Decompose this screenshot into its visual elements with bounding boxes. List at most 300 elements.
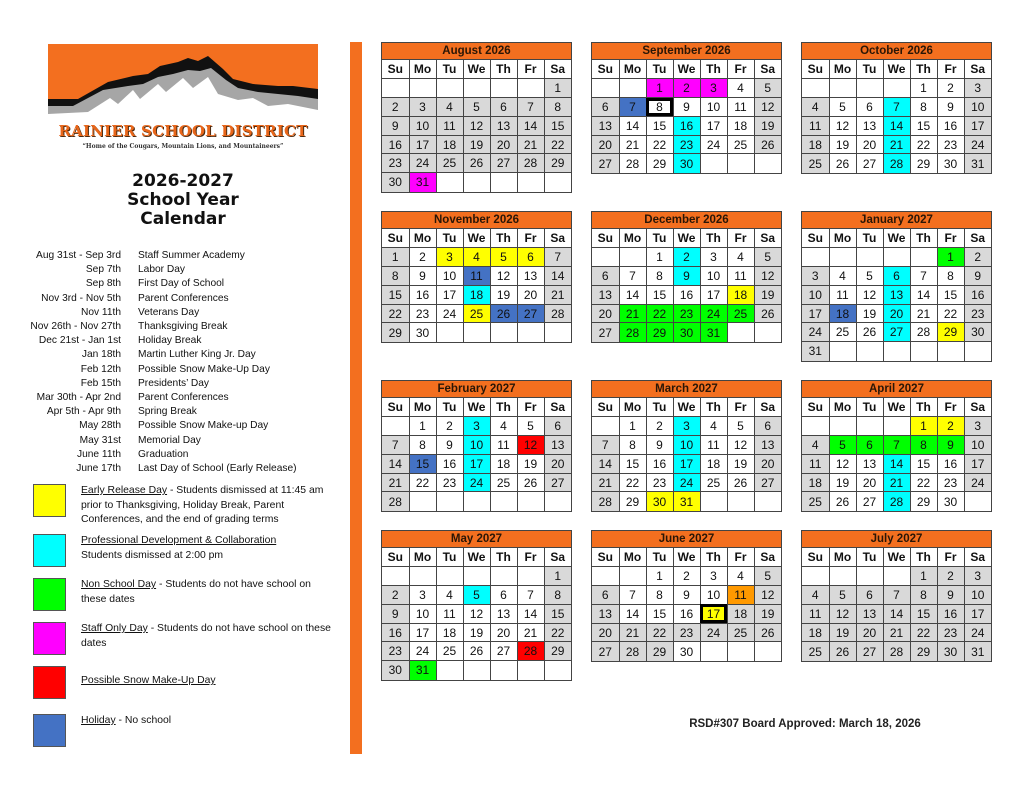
- day-cell: 2: [937, 79, 964, 98]
- empty-day-cell: [619, 567, 646, 586]
- day-cell: 29: [544, 154, 571, 173]
- day-cell: 25: [802, 154, 829, 173]
- day-cell: 15: [409, 454, 436, 473]
- day-cell: 17: [700, 604, 727, 623]
- day-cell: 17: [802, 304, 829, 323]
- day-cell: 20: [856, 135, 883, 154]
- weekday-header: Tu: [436, 548, 463, 567]
- week-row: [802, 248, 991, 267]
- weekday-header: We: [463, 229, 490, 248]
- week-row: [382, 567, 571, 586]
- weekday-header: Sa: [544, 60, 571, 79]
- empty-day-cell: [490, 79, 517, 98]
- empty-day-cell: [829, 248, 856, 267]
- day-cell: 12: [829, 604, 856, 623]
- event-date: Feb 15th: [80, 377, 121, 389]
- day-cell: 12: [463, 604, 490, 623]
- day-cell: 13: [754, 436, 781, 455]
- events-list: [28, 249, 340, 476]
- day-cell: 12: [727, 436, 754, 455]
- empty-day-cell: [409, 567, 436, 586]
- event-date: Apr 5th - Apr 9th: [46, 406, 121, 418]
- day-cell: 16: [964, 285, 991, 304]
- day-cell: 26: [754, 304, 781, 323]
- day-cell: 1: [646, 79, 673, 98]
- empty-day-cell: [463, 661, 490, 680]
- empty-day-cell: [463, 79, 490, 98]
- empty-day-cell: [490, 173, 517, 192]
- empty-day-cell: [517, 492, 544, 511]
- weekday-header: Tu: [646, 229, 673, 248]
- day-cell: 4: [727, 248, 754, 267]
- day-cell: 9: [937, 436, 964, 455]
- month-title: August 2026: [382, 43, 571, 60]
- weekday-header: Mo: [619, 229, 646, 248]
- day-cell: 24: [700, 623, 727, 642]
- day-cell: 13: [856, 116, 883, 135]
- week-row: [592, 586, 781, 605]
- month-title: April 2027: [802, 381, 991, 398]
- day-cell: 10: [964, 586, 991, 605]
- event-row: [28, 334, 340, 348]
- weekday-header: Th: [490, 60, 517, 79]
- day-cell: 26: [856, 323, 883, 342]
- week-row: [382, 285, 571, 304]
- day-cell: 22: [409, 473, 436, 492]
- week-row: [592, 417, 781, 436]
- day-cell: 15: [544, 116, 571, 135]
- empty-day-cell: [700, 642, 727, 661]
- weekday-header: Mo: [409, 548, 436, 567]
- day-cell: 2: [937, 417, 964, 436]
- month-title: May 2027: [382, 531, 571, 548]
- day-cell: 8: [382, 267, 409, 286]
- day-cell: 21: [517, 623, 544, 642]
- week-row: [802, 285, 991, 304]
- day-cell: 4: [829, 267, 856, 286]
- day-cell: 10: [409, 604, 436, 623]
- day-cell: 26: [463, 642, 490, 661]
- day-cell: 10: [964, 436, 991, 455]
- day-cell: 28: [619, 323, 646, 342]
- empty-day-cell: [829, 417, 856, 436]
- weekday-header: Fr: [727, 398, 754, 417]
- month-may-2027: [381, 530, 572, 681]
- day-cell: 26: [463, 154, 490, 173]
- day-cell: 19: [829, 623, 856, 642]
- day-cell: 15: [544, 604, 571, 623]
- day-cell: 20: [856, 623, 883, 642]
- day-cell: 7: [517, 586, 544, 605]
- week-row: [592, 454, 781, 473]
- month-title: November 2026: [382, 212, 571, 229]
- weekday-header: Tu: [856, 548, 883, 567]
- day-cell: 25: [436, 642, 463, 661]
- weekday-header: Su: [592, 229, 619, 248]
- day-cell: 27: [490, 154, 517, 173]
- day-cell: 23: [409, 304, 436, 323]
- day-cell: 31: [802, 342, 829, 361]
- weekday-header: Su: [592, 398, 619, 417]
- day-cell: 19: [829, 135, 856, 154]
- day-cell: 5: [829, 436, 856, 455]
- week-row: [592, 285, 781, 304]
- empty-day-cell: [856, 417, 883, 436]
- week-row: [592, 473, 781, 492]
- day-cell: 28: [883, 642, 910, 661]
- day-cell: 30: [409, 323, 436, 342]
- weekday-header: Mo: [619, 60, 646, 79]
- day-cell: 16: [673, 604, 700, 623]
- day-cell: 2: [673, 248, 700, 267]
- weekday-header: Mo: [409, 60, 436, 79]
- day-cell: 19: [463, 623, 490, 642]
- day-cell: 21: [619, 304, 646, 323]
- weekday-header: Tu: [646, 60, 673, 79]
- day-cell: 27: [490, 642, 517, 661]
- day-cell: 14: [619, 285, 646, 304]
- month-september-2026: [591, 42, 782, 174]
- day-cell: 22: [646, 304, 673, 323]
- weekday-header: Th: [700, 398, 727, 417]
- day-cell: 13: [544, 436, 571, 455]
- day-cell: 1: [646, 248, 673, 267]
- day-cell: 3: [700, 79, 727, 98]
- day-cell: 6: [856, 98, 883, 117]
- week-row: [382, 604, 571, 623]
- day-cell: 8: [544, 586, 571, 605]
- day-cell: 11: [436, 116, 463, 135]
- day-cell: 2: [964, 248, 991, 267]
- day-cell: 13: [592, 604, 619, 623]
- day-cell: 24: [409, 154, 436, 173]
- week-row: [592, 492, 781, 511]
- day-cell: 23: [646, 473, 673, 492]
- event-date: Nov 11th: [80, 306, 121, 318]
- empty-day-cell: [700, 154, 727, 173]
- day-cell: 3: [409, 586, 436, 605]
- day-cell: 25: [727, 135, 754, 154]
- empty-day-cell: [382, 567, 409, 586]
- title-year: 2026-2027: [132, 171, 234, 191]
- month-title: February 2027: [382, 381, 571, 398]
- empty-day-cell: [754, 492, 781, 511]
- day-cell: 13: [856, 454, 883, 473]
- day-cell: 17: [673, 454, 700, 473]
- week-row: [802, 436, 991, 455]
- day-cell: 3: [964, 567, 991, 586]
- day-cell: 10: [409, 116, 436, 135]
- weekday-header: We: [673, 548, 700, 567]
- event-row: [28, 277, 340, 291]
- day-cell: 29: [937, 323, 964, 342]
- day-cell: 3: [463, 417, 490, 436]
- day-cell: 26: [517, 473, 544, 492]
- day-cell: 2: [937, 567, 964, 586]
- day-cell: 16: [382, 135, 409, 154]
- day-cell: 25: [490, 473, 517, 492]
- month-december-2026: [591, 211, 782, 343]
- day-cell: 18: [727, 285, 754, 304]
- empty-day-cell: [883, 79, 910, 98]
- day-cell: 30: [937, 642, 964, 661]
- day-cell: 14: [544, 267, 571, 286]
- event-name: Last Day of School (Early Release): [138, 463, 297, 475]
- month-table: [592, 548, 781, 661]
- day-cell: 19: [517, 454, 544, 473]
- week-row: [382, 304, 571, 323]
- event-row: [28, 348, 340, 362]
- day-cell: 14: [517, 116, 544, 135]
- weekday-header: Fr: [517, 398, 544, 417]
- day-cell: 27: [754, 473, 781, 492]
- week-row: [802, 267, 991, 286]
- day-cell: 31: [673, 492, 700, 511]
- weekday-header: Mo: [829, 398, 856, 417]
- day-cell: 7: [517, 98, 544, 117]
- day-cell: 5: [829, 586, 856, 605]
- day-cell: 16: [436, 454, 463, 473]
- empty-day-cell: [463, 567, 490, 586]
- weekday-header: Sa: [544, 229, 571, 248]
- month-title: October 2026: [802, 43, 991, 60]
- month-table: [382, 229, 571, 342]
- day-cell: 10: [463, 436, 490, 455]
- empty-day-cell: [964, 492, 991, 511]
- day-cell: 15: [646, 604, 673, 623]
- day-cell: 1: [382, 248, 409, 267]
- empty-day-cell: [754, 323, 781, 342]
- day-cell: 26: [829, 642, 856, 661]
- event-row: [28, 263, 340, 277]
- day-cell: 19: [754, 285, 781, 304]
- day-cell: 22: [619, 473, 646, 492]
- empty-day-cell: [517, 323, 544, 342]
- week-row: [592, 567, 781, 586]
- empty-day-cell: [490, 567, 517, 586]
- week-row: [802, 473, 991, 492]
- day-cell: 23: [382, 154, 409, 173]
- day-cell: 1: [409, 417, 436, 436]
- empty-day-cell: [592, 248, 619, 267]
- day-cell: 2: [436, 417, 463, 436]
- day-cell: 3: [436, 248, 463, 267]
- legend-swatch-magenta: [33, 622, 66, 655]
- month-march-2027: [591, 380, 782, 512]
- day-cell: 9: [937, 98, 964, 117]
- week-row: [382, 642, 571, 661]
- event-name: Possible Snow Make-Up Day: [138, 363, 270, 375]
- day-cell: 24: [802, 323, 829, 342]
- empty-day-cell: [436, 661, 463, 680]
- day-cell: 17: [700, 285, 727, 304]
- empty-day-cell: [544, 173, 571, 192]
- day-cell: 5: [754, 567, 781, 586]
- day-cell: 25: [436, 154, 463, 173]
- event-date: Nov 26th - Nov 27th: [30, 321, 121, 333]
- legend-title: Non School Day: [81, 579, 157, 590]
- event-date: Jan 18th: [81, 349, 121, 361]
- week-row: [382, 173, 571, 192]
- empty-day-cell: [463, 173, 490, 192]
- day-cell: 15: [910, 604, 937, 623]
- event-date: Feb 12th: [80, 363, 121, 375]
- title-line3: Calendar: [140, 209, 226, 229]
- day-cell: 15: [646, 285, 673, 304]
- week-row: [382, 135, 571, 154]
- weekday-header: We: [883, 548, 910, 567]
- month-october-2026: [801, 42, 992, 174]
- day-cell: 18: [802, 623, 829, 642]
- weekday-header: Sa: [754, 398, 781, 417]
- month-title: September 2026: [592, 43, 781, 60]
- week-row: [802, 586, 991, 605]
- month-table: [382, 60, 571, 192]
- day-cell: 5: [463, 98, 490, 117]
- month-title: July 2027: [802, 531, 991, 548]
- day-cell: 30: [964, 323, 991, 342]
- day-cell: 9: [964, 267, 991, 286]
- day-cell: 16: [382, 623, 409, 642]
- day-cell: 26: [490, 304, 517, 323]
- day-cell: 3: [802, 267, 829, 286]
- day-cell: 28: [619, 154, 646, 173]
- day-cell: 5: [727, 417, 754, 436]
- legend-desc: - Students do not have school on these dates: [81, 579, 311, 605]
- month-table: [802, 398, 991, 511]
- event-date: May 31st: [79, 434, 121, 446]
- weekday-header: Sa: [964, 548, 991, 567]
- legend-text: [81, 534, 336, 563]
- day-cell: 30: [673, 642, 700, 661]
- empty-day-cell: [409, 492, 436, 511]
- week-row: [592, 642, 781, 661]
- empty-day-cell: [883, 342, 910, 361]
- empty-day-cell: [727, 642, 754, 661]
- event-row: [28, 448, 340, 462]
- day-cell: 20: [592, 304, 619, 323]
- weekday-header: Su: [382, 229, 409, 248]
- weekday-header: Fr: [727, 60, 754, 79]
- day-cell: 22: [544, 623, 571, 642]
- day-cell: 18: [829, 304, 856, 323]
- day-cell: 4: [802, 98, 829, 117]
- day-cell: 8: [544, 98, 571, 117]
- day-cell: 1: [937, 248, 964, 267]
- day-cell: 11: [490, 436, 517, 455]
- day-cell: 29: [619, 492, 646, 511]
- day-cell: 14: [883, 454, 910, 473]
- day-cell: 20: [490, 135, 517, 154]
- day-cell: 21: [883, 135, 910, 154]
- day-cell: 25: [802, 642, 829, 661]
- day-cell: 7: [883, 436, 910, 455]
- day-cell: 3: [409, 98, 436, 117]
- day-cell: 20: [754, 454, 781, 473]
- day-cell: 26: [754, 623, 781, 642]
- weekday-header: Th: [700, 229, 727, 248]
- weekday-header: Sa: [544, 398, 571, 417]
- day-cell: 24: [700, 135, 727, 154]
- empty-day-cell: [883, 567, 910, 586]
- day-cell: 12: [490, 267, 517, 286]
- week-row: [802, 323, 991, 342]
- day-cell: 20: [883, 304, 910, 323]
- day-cell: 22: [382, 304, 409, 323]
- day-cell: 10: [673, 436, 700, 455]
- day-cell: 23: [937, 473, 964, 492]
- day-cell: 21: [910, 304, 937, 323]
- weekday-header: Tu: [856, 60, 883, 79]
- day-cell: 9: [382, 604, 409, 623]
- day-cell: 4: [463, 248, 490, 267]
- week-row: [592, 116, 781, 135]
- empty-day-cell: [802, 79, 829, 98]
- day-cell: 22: [646, 135, 673, 154]
- weekday-header: Sa: [544, 548, 571, 567]
- day-cell: 17: [964, 116, 991, 135]
- day-cell: 5: [829, 98, 856, 117]
- weekday-header: Tu: [646, 548, 673, 567]
- day-cell: 3: [964, 79, 991, 98]
- day-cell: 9: [436, 436, 463, 455]
- day-cell: 15: [910, 116, 937, 135]
- event-row: [28, 462, 340, 476]
- event-row: [28, 391, 340, 405]
- day-cell: 30: [382, 173, 409, 192]
- day-cell: 29: [910, 492, 937, 511]
- day-cell: 28: [517, 154, 544, 173]
- day-cell: 29: [646, 323, 673, 342]
- weekday-header: Tu: [856, 398, 883, 417]
- day-cell: 29: [544, 642, 571, 661]
- week-row: [802, 79, 991, 98]
- legend-swatch-blue: [33, 714, 66, 747]
- day-cell: 31: [700, 323, 727, 342]
- day-cell: 7: [619, 98, 646, 117]
- day-cell: 24: [436, 304, 463, 323]
- day-cell: 19: [754, 604, 781, 623]
- week-row: [592, 135, 781, 154]
- event-date: Mar 30th - Apr 2nd: [36, 392, 121, 404]
- day-cell: 10: [964, 98, 991, 117]
- legend-text: [81, 622, 336, 651]
- week-row: [382, 116, 571, 135]
- month-table: [592, 398, 781, 511]
- week-row: [382, 586, 571, 605]
- day-cell: 5: [754, 79, 781, 98]
- event-row: [28, 320, 340, 334]
- day-cell: 21: [517, 135, 544, 154]
- empty-day-cell: [592, 567, 619, 586]
- day-cell: 29: [646, 642, 673, 661]
- weekday-header: Fr: [727, 548, 754, 567]
- day-cell: 30: [937, 492, 964, 511]
- weekday-header: Mo: [619, 398, 646, 417]
- day-cell: 20: [517, 285, 544, 304]
- month-august-2026: [381, 42, 572, 193]
- empty-day-cell: [544, 323, 571, 342]
- legend-text: [81, 484, 336, 528]
- event-name: Parent Conferences: [138, 292, 229, 304]
- weekday-header: Fr: [517, 229, 544, 248]
- weekday-header: Tu: [436, 398, 463, 417]
- legend-desc: Students dismissed at 2:00 pm: [81, 549, 224, 561]
- empty-day-cell: [436, 173, 463, 192]
- day-cell: 14: [619, 116, 646, 135]
- empty-day-cell: [463, 492, 490, 511]
- empty-day-cell: [829, 342, 856, 361]
